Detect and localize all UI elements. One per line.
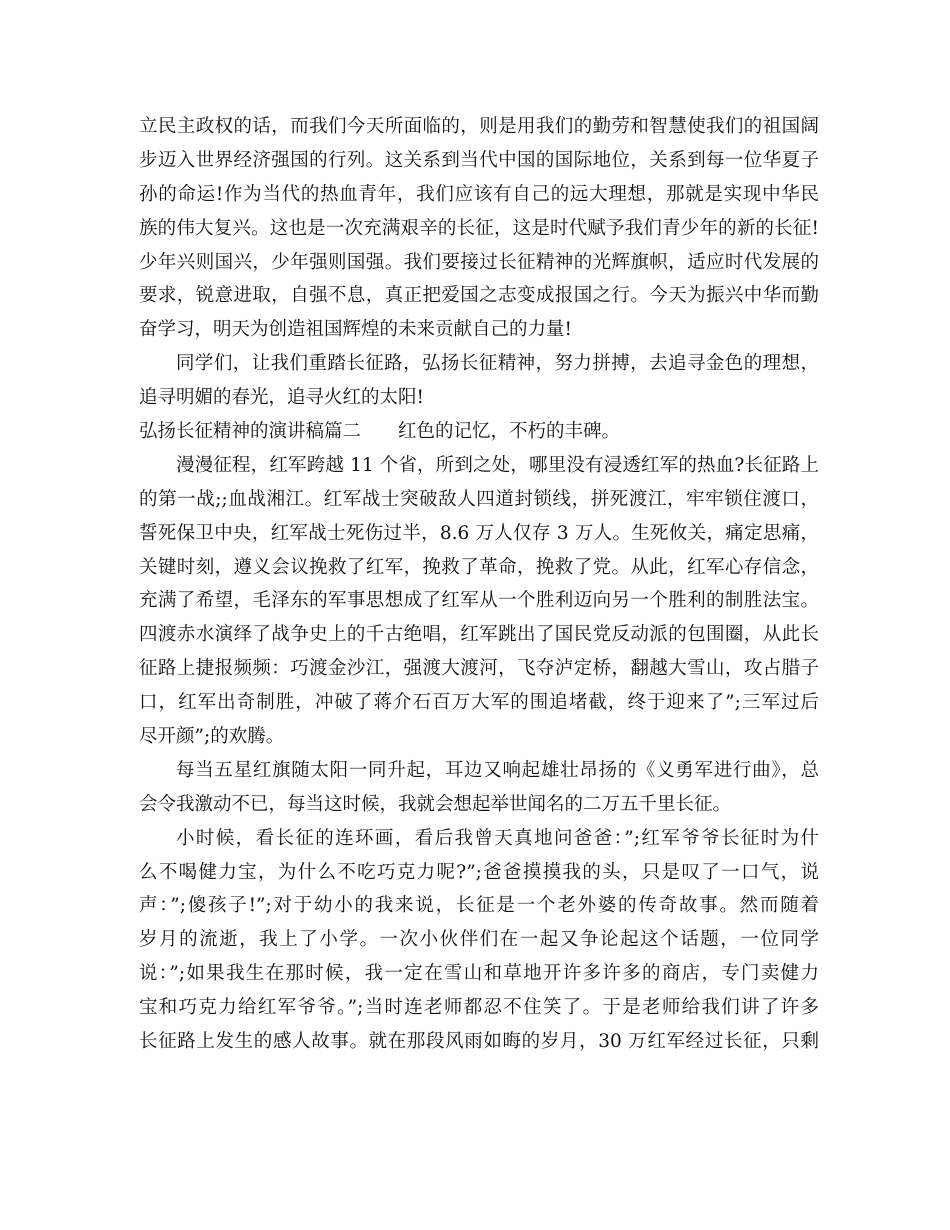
text-line: 征路上捷报频频：巧渡金沙江，强渡大渡河，飞夺泸定桥，翻越大雪山，攻占腊子 — [139, 658, 819, 680]
text-line: 长征路上发生的感人故事。就在那段风雨如晦的岁月，30 万红军经过长征，只剩 — [139, 1031, 819, 1053]
text-line: 奋学习，明天为创造祖国辉煌的未来贡献自己的力量! — [139, 319, 572, 341]
text-line: 少年兴则国兴，少年强则国强。我们要接过长征精神的光辉旗帜，适应时代发展的 — [139, 251, 819, 273]
text-line: 步迈入世界经济强国的行列。这关系到当代中国的国际地位，关系到每一位华夏子 — [139, 149, 819, 171]
text-line: 会令我激动不已，每当这时候，我就会想起举世闻名的二万五千里长征。 — [139, 793, 732, 815]
text-line: 么不喝健力宝，为什么不吃巧克力呢?”;爸爸摸摸我的头，只是叹了一口气，说 — [139, 861, 819, 883]
text-line: 同学们，让我们重踏长征路，弘扬长征精神，努力拼搏，去追寻金色的理想， — [176, 353, 819, 375]
text-line: 岁月的流逝，我上了小学。一次小伙伴们在一起又争论起这个话题，一位同学 — [139, 929, 819, 951]
text-line: 尽开颜”;的欢腾。 — [139, 726, 285, 748]
text-line: 充满了希望，毛泽东的军事思想成了红军从一个胜利迈向另一个胜利的制胜法宝。 — [139, 590, 819, 612]
text-line: 孙的命运!作为当代的热血青年，我们应该有自己的远大理想，那就是实现中华民 — [139, 183, 819, 205]
text-line: 漫漫征程，红军跨越 11 个省，所到之处，哪里没有浸透红军的热血?长征路上 — [176, 454, 819, 476]
text-line: 要求，锐意进取，自强不息，真正把爱国之志变成报国之行。今天为振兴中华而勤 — [139, 285, 819, 307]
text-line: 说：”;如果我生在那时候，我一定在雪山和草地开许多许多的商店，专门卖健力 — [139, 963, 819, 985]
document-body — [139, 110, 819, 1059]
text-line: 每当五星红旗随太阳一同升起，耳边又响起雄壮昂扬的《义勇军进行曲》，总 — [176, 759, 819, 781]
text-line: 小时候，看长征的连环画，看后我曾天真地问爸爸：”;红军爷爷长征时为什 — [176, 827, 819, 849]
text-line: 立民主政权的话，而我们今天所面临的，则是用我们的勤劳和智慧使我们的祖国阔 — [139, 116, 819, 137]
text-line: 弘扬长征精神的演讲稿篇二 红色的记忆，不朽的丰碑。 — [139, 421, 621, 443]
text-line: 口，红军出奇制胜，冲破了蒋介石百万大军的围追堵截，终于迎来了”;三军过后 — [139, 692, 819, 714]
text-line: 宝和巧克力给红军爷爷。”;当时连老师都忍不住笑了。于是老师给我们讲了许多 — [139, 997, 819, 1019]
text-line: 的第一战;;血战湘江。红军战士突破敌人四道封锁线，拼死渡江，牢牢锁住渡口， — [139, 488, 819, 510]
text-line: 族的伟大复兴。这也是一次充满艰辛的长征，这是时代赋予我们青少年的新的长征! — [139, 217, 819, 239]
text-line: 关键时刻，遵义会议挽救了红军，挽救了革命，挽救了党。从此，红军心存信念， — [139, 556, 819, 578]
text-line: 声：”;傻孩子!”;对于幼小的我来说，长征是一个老外婆的传奇故事。然而随着 — [139, 895, 819, 917]
text-line: 追寻明媚的春光，追寻火红的太阳! — [139, 387, 424, 409]
text-line: 誓死保卫中央，红军战士死伤过半，8.6 万人仅存 3 万人。生死攸关，痛定思痛， — [139, 522, 819, 544]
text-line: 四渡赤水演绎了战争史上的千古绝唱，红军跳出了国民党反动派的包围圈，从此长 — [139, 624, 819, 646]
